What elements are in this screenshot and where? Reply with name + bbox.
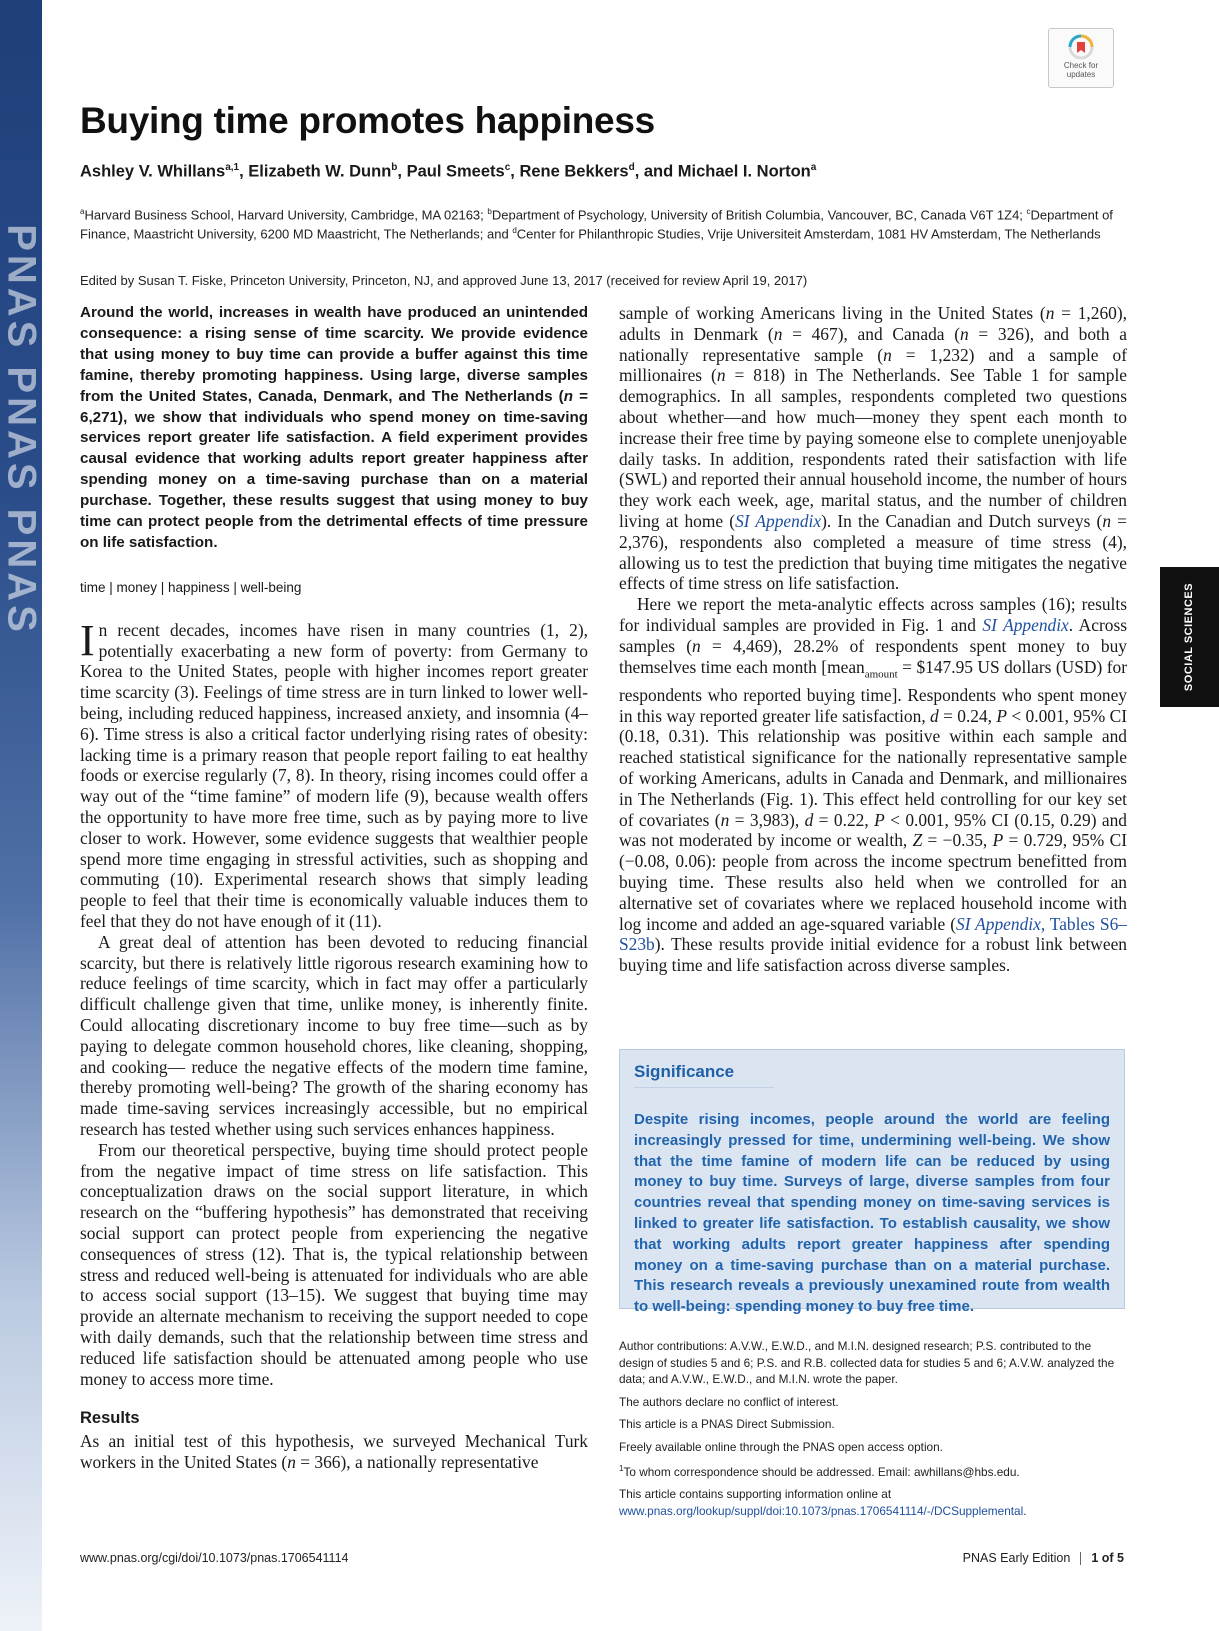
significance-title: Significance [634, 1062, 774, 1088]
supporting-info-link[interactable]: www.pnas.org/lookup/suppl/doi:10.1073/pnas.1706541114/-/DCSupplemental [619, 1503, 1024, 1518]
results-paragraph-2-text-a: Here we report the meta-analytic effects across samples (16); results for individual samples are provided in Fig. 1 and [619, 594, 1127, 635]
results-paragraph-1-continued [619, 303, 1127, 594]
author-name: Paul Smeets [406, 162, 505, 181]
intro-paragraph-3: From our theoretical perspective, buying time should protect people from the negative impact of time stress on life satisfaction. This conceptualization draws on the social support literature, in which research on the “buffering hypothesis” has demonstrated that receiving social support can protect people from experiencing the negative consequences of stress (12). That is, the typical relationship between stress and reduced well-being is attenuated for individuals who are able to access social support (13–15). We suggest that buying time may provide an alternate mechanism to receiving the support needed to cope with daily demands, such that the relationship between time stress and reduced life satisfaction should be attenuated among people who use money to access more time. [80, 1139, 588, 1389]
significance-text: Despite rising incomes, people around the world are feeling increasingly pressed for time, undermining well-being. We show that the time famine of modern life can be reduced by using money to buy time. Surveys of large, diverse samples from four countries reveal that spending money on time-saving services is linked to greater life satisfaction. To establish causality, we show that working adults report greater happiness after spending money on a time-saving purchase than on a material purchase. This research reveals a previously unexamined route from wealth to well-being: spending money to buy free time. [634, 1111, 1110, 1316]
intro-paragraph-1-text: n recent decades, incomes have risen in many countries (1, 2), potentially exacerbating a new form of poverty: from Germany to Korea to the United States, people with higher incomes report greater time scarcity (3). Feelings of time stress are in turn linked to lower well-being, including reduced happiness, increased anxiety, and insomnia (4–6). Time stress is also a critical factor underlying rising rates of obesity: lacking time is a primary reason that people report failing to eat healthy foods or exercise regularly (7, 8). In theory, rising incomes could offer a way out of the “time famine” of modern life (9), because wealth offers the opportunity to have more free time, such as by paying more to live closer to work. However, some evidence suggests that wealthier people spend more time engaging in stressful activities, such as shopping and commuting (10). Experimental research shows that simply leading people to feel that their time is economically valuable induces them to feel that they do not have enough of it (11). [80, 619, 588, 932]
affiliation-b: Department of Psychology, University of British Columbia, Vancouver, BC, Canada V6T 1Z4; [491, 207, 1027, 223]
results-paragraph-2-text-c: = $147.95 US dollars (USD) for respondents who reported buying time]. Respondents who spent money in this way reported greater life satisfaction, d = 0.24, P < 0.001, 95% CI (0.18, 0.31). This relationship was positive within each sample and reached statistical significance for the nationally representative sample of working Americans, adults in Canada and Denmark, and millionaires in The Netherlands (Fig. 1). This effect held controlling for our key set of covariates (n = 3,983), d = 0.22, P < 0.001, 95% CI (0.15, 0.29) and was not moderated by income or wealth, Z = −0.35, P = 0.729, 95% CI (−0.08, 0.06): people from across the income spectrum benefitted from buying time. These results also held when we controlled for an alternative set of covariates where we replaced household income with log income and added an age-squared variable ( [619, 656, 1127, 934]
si-tables-link[interactable]: , Tables S6–S23b [619, 913, 1127, 955]
author-name: Rene Bekkers [519, 162, 629, 181]
right-column [619, 303, 1127, 976]
results-paragraph-1: As an initial test of this hypothesis, we surveyed Mechanical Turk workers in the United States (n = 366), a nationally representative [80, 1431, 588, 1473]
footer-edition [963, 1551, 1124, 1565]
affiliation-marker: c [1026, 207, 1031, 216]
results-paragraph-2 [619, 594, 1127, 976]
author-affiliation-marker: a [810, 162, 817, 173]
article-title: Buying time promotes happiness [80, 100, 655, 141]
correspondence-text: To whom correspondence should be addressed. Email: awhillans@hbs.edu. [623, 1464, 1020, 1479]
drop-cap: I [80, 615, 95, 665]
section-side-tab [1160, 567, 1219, 707]
si-appendix-link[interactable]: SI Appendix [735, 510, 822, 531]
affiliation-marker: a [80, 207, 85, 216]
author-name: Ashley V. Whillans [80, 162, 226, 181]
footer-page-number: 1 of 5 [1091, 1551, 1124, 1565]
journal-band-text: PNAS PNAS PNAS [0, 224, 44, 636]
author-affiliation-marker: b [391, 162, 398, 173]
supporting-info-note [619, 1486, 1129, 1519]
open-access-note: Freely available online through the PNAS open access option. [619, 1439, 943, 1454]
author-affiliation-marker: d [628, 162, 635, 173]
author-affiliation-marker: a,1 [225, 162, 240, 173]
si-appendix-link[interactable]: SI Appendix [982, 614, 1069, 635]
footer-doi[interactable]: www.pnas.org/cgi/doi/10.1073/pnas.1706541114 [80, 1551, 349, 1565]
keywords: time | money | happiness | well-being [80, 579, 302, 595]
conflict-statement: The authors declare no conflict of interest. [619, 1394, 839, 1409]
author-affiliation-marker: c [504, 162, 511, 173]
affiliation-a: Harvard Business School, Harvard University, Cambridge, MA 02163; [84, 207, 488, 223]
results-paragraph-1-text-a: sample of working Americans living in the United States (n = 1,260), adults in Denmark (n = 467), and Canada (n = 326), and both a nationally representative sample (n = 1,232) and a sample of millionaires (n = 818) in The Netherlands. See Table 1 for sample demographics. In all samples, respondents completed two questions about whether—and how much—money they spent each month to increase their free time by paying someone else to complete unenjoyable daily tasks. In addition, respondents rated their satisfaction with life (SWL) and reported their annual household income, the number of hours they work each week, age, marital status, and the number of children living at home ( [619, 303, 1127, 531]
affiliation-d: Center for Philanthropic Studies, Vrije Universiteit Amsterdam, 1081 HV Amsterdam, The Netherlands [516, 226, 1101, 242]
affiliation-c: Department of Finance, Maastricht University, 6200 MD Maastricht, The Netherlands; and [80, 207, 1113, 242]
check-for-updates-label: Check for updates [1063, 61, 1099, 79]
mean-subscript: amount [864, 668, 898, 681]
affiliations [80, 204, 1120, 243]
author-separator: , [510, 162, 520, 181]
supporting-info-text: This article contains supporting information online at [619, 1487, 892, 1502]
results-paragraph-2-text-b: . Across samples (n = 4,469), 28.2% of respondents spent money to buy themselves time each month [mean [619, 614, 1127, 677]
author-contributions: Author contributions: A.V.W., E.W.D., and M.I.N. designed research; P.S. contributed to the design of studies 5 and 6; P.S. and R.B. collected data for studies 5 and 6; A.V.W. analyzed the data; and A.V.W., E.W.D., and M.I.N. wrote the paper. [619, 1339, 1115, 1386]
intro-paragraph-1 [80, 615, 588, 932]
author-list [80, 162, 1080, 182]
results-paragraph-1-text-b: ). In the Canadian and Dutch surveys (n = 2,376), respondents also completed a measure of time stress (4), allowing us to test the prediction that buying time mitigates the negative effects of time stress on life satisfaction. [619, 510, 1127, 594]
left-column [80, 303, 588, 1473]
direct-submission-note: This article is a PNAS Direct Submission. [619, 1417, 835, 1431]
intro-paragraph-2: A great deal of attention has been devoted to reducing financial scarcity, but there is relatively little rigorous research examining how to reduce feelings of time scarcity, which in fact may offer a particularly difficult challenge given that time, unlike money, is inherently finite. Could allocating discretionary income to buy free time—such as by paying to delegate common household chores, like cleaning, shopping, and cooking— reduce the negative effects of the modern time famine, thereby promoting well-being? The growth of the sharing economy has made time-saving services increasingly accessible, but no empirical research has tested whether using such services enhances happiness. [80, 931, 588, 1139]
author-name: Michael I. Norton [677, 162, 811, 181]
author-separator: , [239, 162, 249, 181]
supporting-info-end: . [1023, 1503, 1027, 1518]
section-side-tab-label: SOCIAL SCIENCES [1183, 582, 1195, 692]
journal-side-band [0, 0, 42, 1631]
article-notes [619, 1338, 1129, 1525]
author-separator: , [397, 162, 407, 181]
author-name: Elizabeth W. Dunn [248, 162, 392, 181]
footer-edition-label: PNAS Early Edition [962, 1551, 1071, 1565]
edited-by-line: Edited by Susan T. Fiske, Princeton University, Princeton, NJ, and approved June 13, 2017 (received for review April 19, 2017) [80, 273, 808, 288]
bookmark-ring-icon [1068, 34, 1094, 60]
abstract: Around the world, increases in wealth have produced an unintended consequence: a rising sense of time scarcity. We provide evidence that using money to buy time can provide a buffer against this time famine, thereby promoting happiness. Using large, diverse samples from the United States, Canada, Denmark, and The Netherlands (n = 6,271), we show that individuals who spend money on time-saving services report greater life satisfaction. A field experiment provides causal evidence that working adults report greater happiness after spending money on a time-saving purchase than on a material purchase. Together, these results suggest that using money to buy time can protect people from the detrimental effects of time pressure on life satisfaction. [80, 304, 588, 551]
author-separator: , and [634, 162, 678, 181]
significance-box [619, 1049, 1125, 1316]
correspondence-marker: 1 [619, 1464, 624, 1473]
results-paragraph-2-text-d: ). These results provide initial evidence for a robust link between buying time and life satisfaction across diverse samples. [619, 934, 1127, 976]
correspondence-note [619, 1461, 1129, 1480]
si-appendix-link[interactable]: SI Appendix [956, 913, 1041, 934]
affiliation-marker: b [487, 207, 492, 216]
footer-separator [1080, 1552, 1081, 1565]
results-heading: Results [80, 1409, 140, 1428]
affiliation-marker: d [512, 226, 517, 236]
check-for-updates-badge[interactable] [1048, 28, 1114, 88]
